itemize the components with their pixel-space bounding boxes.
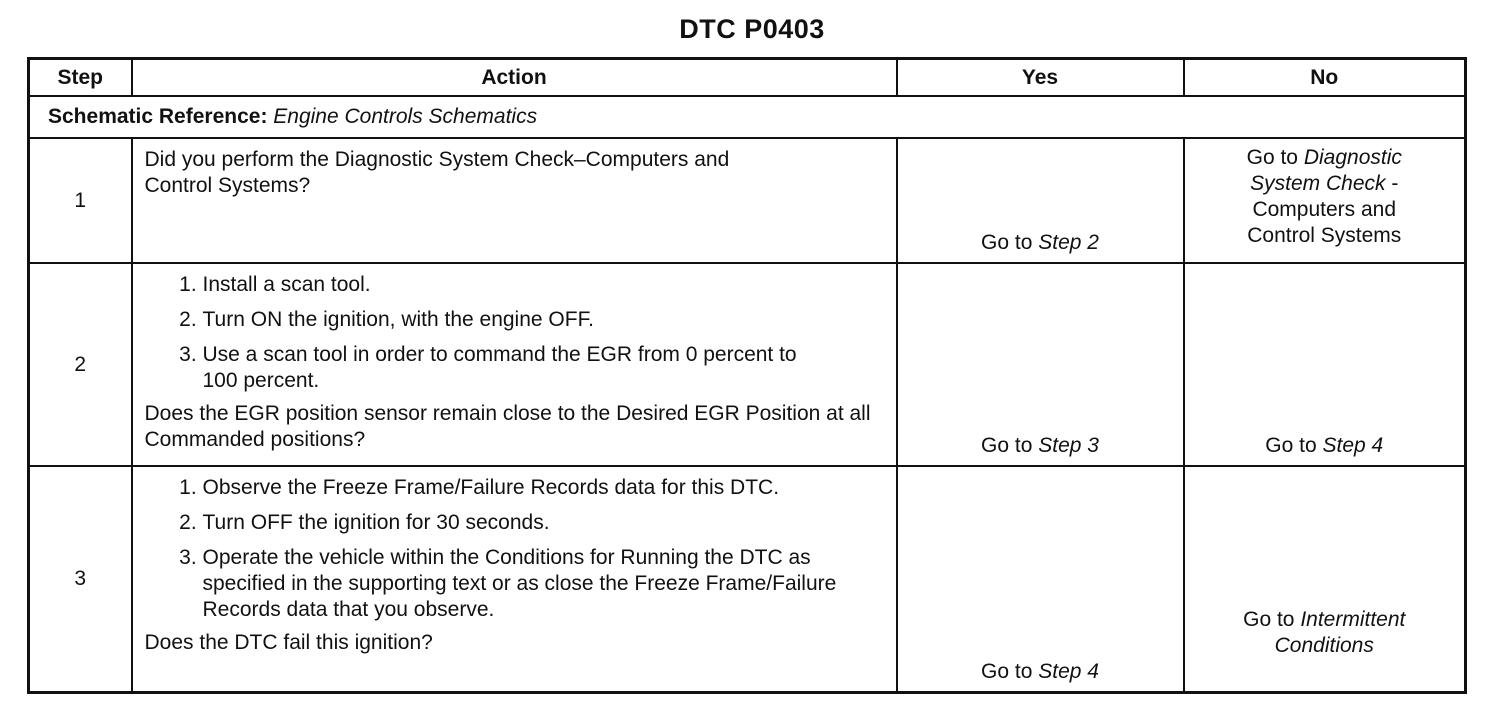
no-link[interactable]: Diagnostic System Check <box>1250 146 1402 195</box>
schematic-row <box>29 96 1466 138</box>
step-number: 1 <box>29 138 132 263</box>
action-step-item: 2. Turn ON the ignition, with the engine OFF. <box>203 307 886 333</box>
yes-cell <box>897 138 1184 263</box>
no-prefix: Go to <box>1265 434 1317 457</box>
yes-cell <box>897 466 1184 692</box>
yes-prefix: Go to <box>981 434 1033 457</box>
no-cell <box>1184 263 1466 466</box>
no-prefix: Go to <box>1246 146 1298 169</box>
no-cell <box>1184 466 1466 692</box>
header-step: Step <box>29 59 132 97</box>
action-steps <box>145 272 886 394</box>
step-number: 2 <box>29 263 132 466</box>
no-link[interactable]: Intermittent Conditions <box>1274 607 1406 657</box>
action-question: Does the EGR position sensor remain close to the Desired EGR Position at all Commanded positions? <box>144 402 871 451</box>
step-number: 3 <box>29 466 132 692</box>
schematic-label: Schematic Reference: <box>48 105 268 128</box>
action-step-item: 3. Use a scan tool in order to command the EGR from 0 percent to 100 percent. <box>203 342 886 394</box>
no-cell <box>1184 138 1466 263</box>
action-steps <box>145 475 886 623</box>
yes-prefix: Go to <box>981 231 1033 254</box>
table-row <box>29 466 1466 692</box>
no-link[interactable]: Step 4 <box>1322 434 1384 457</box>
action-question: Does the DTC fail this ignition? <box>144 631 433 654</box>
header-yes: Yes <box>897 59 1184 97</box>
action-cell <box>132 466 897 692</box>
schematic-reference <box>29 96 1466 138</box>
action-cell <box>132 263 897 466</box>
action-step-item: 2. Turn OFF the ignition for 30 seconds. <box>203 510 886 536</box>
action-cell <box>132 138 897 263</box>
yes-prefix: Go to <box>981 659 1033 683</box>
action-step-item: 1. Install a scan tool. <box>203 272 886 298</box>
diagnostic-table <box>27 57 1467 694</box>
table-row <box>29 263 1466 466</box>
yes-link[interactable]: Step 2 <box>1038 231 1099 254</box>
action-question: Did you perform the Diagnostic System Check–Computers and Control Systems? <box>144 148 730 197</box>
no-prefix: Go to <box>1243 607 1295 631</box>
yes-cell <box>897 263 1184 466</box>
action-step-item: 1. Observe the Freeze Frame/Failure Records data for this DTC. <box>203 475 886 501</box>
yes-link[interactable]: Step 3 <box>1038 434 1099 457</box>
yes-link[interactable]: Step 4 <box>1038 659 1099 683</box>
header-row <box>29 59 1466 97</box>
schematic-link[interactable]: Engine Controls Schematics <box>273 105 538 128</box>
table-row <box>29 138 1466 263</box>
header-action: Action <box>132 59 897 97</box>
page-title: DTC P0403 <box>679 14 825 44</box>
header-no: No <box>1184 59 1466 97</box>
no-suffix: - Computers and Control Systems <box>1247 172 1402 247</box>
action-step-item: 3. Operate the vehicle within the Conditions for Running the DTC as specified in the supporting text or as close the Freeze Frame/Failure Records data that you observe. <box>203 545 886 623</box>
